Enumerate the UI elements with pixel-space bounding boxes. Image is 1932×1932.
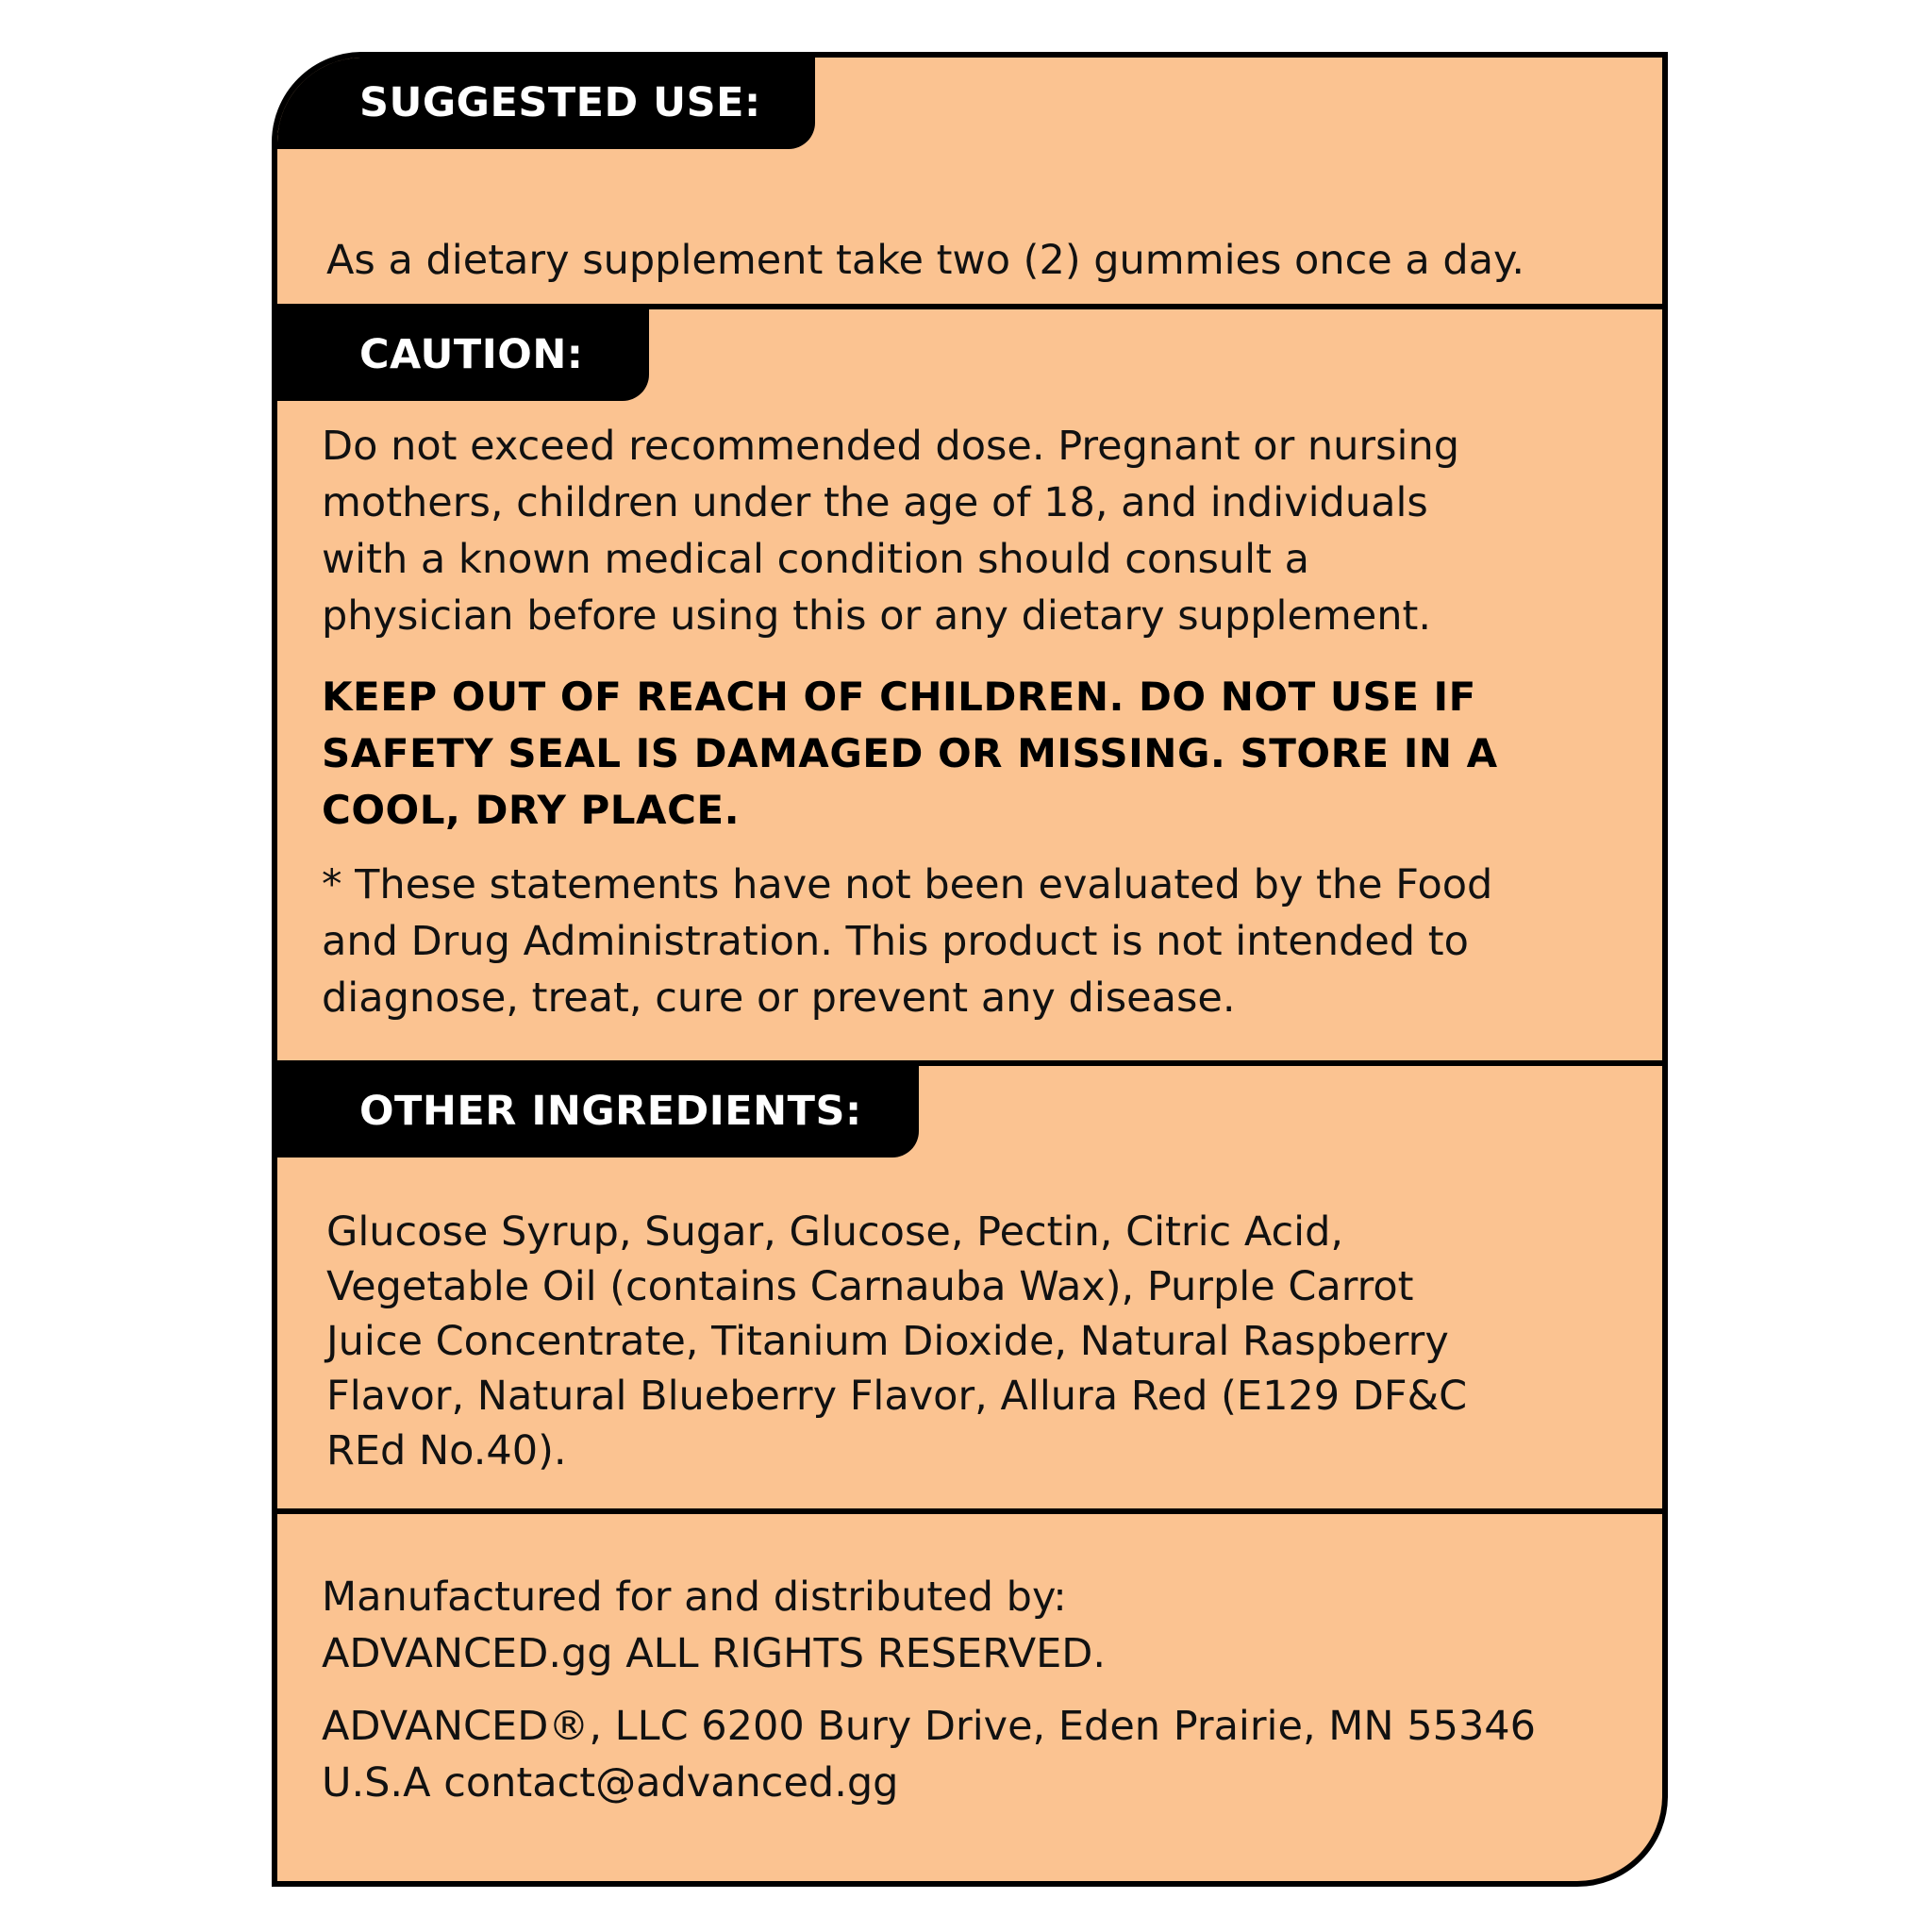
caution-heading: CAUTION: [277,309,649,401]
distributed-by-text: Manufactured for and distributed by: ADVANCED.gg ALL RIGHTS RESERVED. [322,1574,1107,1677]
manufacturer-address-text: ADVANCED®, LLC 6200 Bury Drive, Eden Prairie, MN 55346 U.S.A contact@advanced.gg [322,1703,1537,1807]
safety-warning-text: KEEP OUT OF REACH OF CHILDREN. DO NOT USE IF SAFETY SEAL IS DAMAGED OR MISSING. STORE IN A COOL, DRY PLACE. [322,674,1498,833]
fda-disclaimer-text: * These statements have not been evaluated by the Food and Drug Administration. This product is not intended to diagnose, treat, cure or prevent any disease. [322,861,1493,1022]
supplement-label-panel [272,52,1668,1887]
other-ingredients-heading: OTHER INGREDIENTS: [277,1066,919,1158]
suggested-use-heading: SUGGESTED USE: [277,58,815,149]
other-ingredients-text: Glucose Syrup, Sugar, Glucose, Pectin, Citric Acid, Vegetable Oil (contains Carnauba Wax), Purple Carrot Juice Concentrate, Titanium Dioxide, Natural Raspberry Flavor, Natural Blueberry Flavor, Allura Red (E129 DF&C REd No.40). [326,1208,1468,1474]
caution-text: Do not exceed recommended dose. Pregnant or nursing mothers, children under the age of 18, and individuals with a known medical condition should consult a physician before using this or any dietary supplement. [322,423,1459,640]
manufacturer-section [277,1514,1662,1882]
other-ingredients-section [277,1066,1662,1519]
suggested-use-text: As a dietary supplement take two (2) gummies once a day. [326,237,1525,284]
suggested-use-section [277,58,1662,303]
caution-section [277,309,1662,1064]
